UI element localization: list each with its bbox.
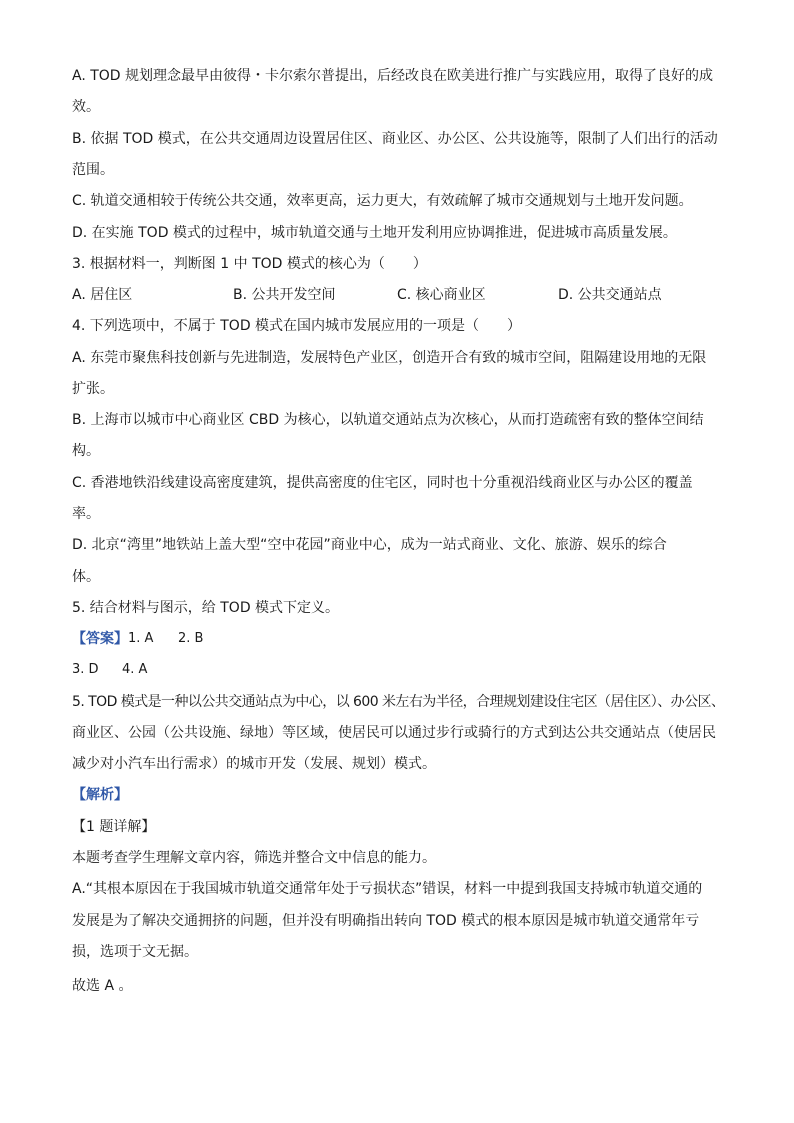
q3-stem: 3. 根据材料一，判断图 1 中 TOD 模式的核心为（ ） [72,256,427,272]
q4-option-a-line1: A. 东莞市聚焦科技创新与先进制造，发展特色产业区，创造开合有致的城市空间，阻隔建设用地的无限 [72,350,707,366]
q4-option-c-line2: 率。 [72,506,100,522]
q4-option-d-line2: 体。 [72,569,100,585]
answer-4: 4. A [122,662,148,677]
answer-1: 1. A [128,631,154,646]
answer-row-1 [0,629,794,649]
q5-stem: 5. 结合材料与图示，给 TOD 模式下定义。 [72,600,340,616]
q3-options [0,285,794,305]
analysis-intro: 本题考查学生理解文章内容，筛选并整合文中信息的能力。 [72,850,436,866]
q3-option-c: C. 核心商业区 [397,287,486,303]
q2-option-b-line1: B. 依据 TOD 模式，在公共交通周边设置居住区、商业区、办公区、公共设施等，限制了人们出行的活动 [72,131,718,147]
analysis-label: 【解析】 [72,787,128,803]
q4-stem: 4. 下列选项中，不属于 TOD 模式在国内城市发展应用的一项是（ ） [72,318,522,334]
q3-option-a: A. 居住区 [72,287,133,303]
q4-option-a-line2: 扩张。 [72,381,114,397]
q4-option-b-line2: 构。 [72,443,100,459]
q4-option-b-line1: B. 上海市以城市中心商业区 CBD 为核心，以轨道交通站点为次核心，从而打造疏密有致的整体空间结 [72,412,704,428]
q4-option-d-line1: D. 北京“湾里”地铁站上盖大型“空中花园”商业中心，成为一站式商业、文化、旅游、娱乐的综合 [72,537,667,553]
answer-row-2 [0,660,794,680]
analysis-choice: 故选 A 。 [72,978,133,994]
answer-3: 3. D [72,662,99,677]
detail-heading-1: 【1 题详解】 [72,819,156,835]
answer-5-line2: 商业区、公园（公共设施、绿地）等区域，使居民可以通过步行或骑行的方式到达公共交通站点（使居民 [72,725,716,741]
analysis-para-line1: A.“其根本原因在于我国城市轨道交通常年处于亏损状态”错误，材料一中提到我国支持城市轨道交通的 [72,881,703,897]
q3-option-b: B. 公共开发空间 [233,287,336,303]
answer-label: 【答案】 [72,631,128,647]
analysis-para-line3: 损，选项于文无据。 [72,944,198,960]
q2-option-a-line1: A. TOD 规划理念最早由彼得・卡尔索尔普提出，后经改良在欧美进行推广与实践应用，取得了良好的成 [72,68,714,84]
answer-2: 2. B [178,631,204,646]
q2-option-d: D. 在实施 TOD 模式的过程中，城市轨道交通与土地开发利用应协调推进，促进城市高质量发展。 [72,225,677,241]
answer-5-line3: 减少对小汽车出行需求）的城市开发（发展、规划）模式。 [72,756,436,772]
answer-5-line1: 5. TOD 模式是一种以公共交通站点为中心，以 600 米左右为半径，合理规划建设住宅区（居住区）、办公区、 [72,694,725,710]
q2-option-a-line2: 效。 [72,99,100,115]
q2-option-c: C. 轨道交通相较于传统公共交通，效率更高，运力更大，有效疏解了城市交通规划与土地开发问题。 [72,193,693,209]
q4-option-c-line1: C. 香港地铁沿线建设高密度建筑，提供高密度的住宅区，同时也十分重视沿线商业区与办公区的覆盖 [72,475,693,491]
analysis-para-line2: 发展是为了解决交通拥挤的问题，但并没有明确指出转向 TOD 模式的根本原因是城市轨道交通常年亏 [72,913,700,929]
q3-option-d: D. 公共交通站点 [558,287,662,303]
q2-option-b-line2: 范围。 [72,162,114,178]
